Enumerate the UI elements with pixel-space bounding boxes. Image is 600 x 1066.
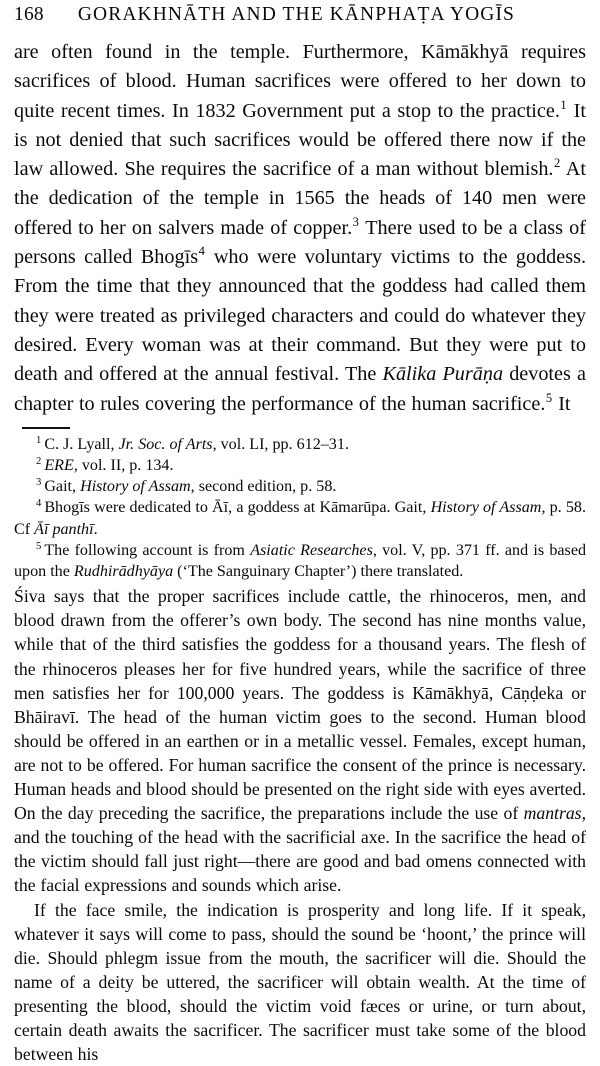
footnote-item: $^5$ The following account is from Asiatic Researches, vol. V, pp. 371 ff. and is based upon the Rudhirādhyāya (‘The Sanguinary Chapter’) there translated. xyxy=(14,540,586,582)
quoted-passage xyxy=(0,584,600,1066)
page-number: 168 xyxy=(14,4,44,26)
main-text-block xyxy=(0,38,600,419)
footnote-rule xyxy=(22,427,70,429)
running-head xyxy=(0,0,600,30)
footnote-separator xyxy=(0,427,600,429)
footnote-marker: 2 xyxy=(36,456,41,467)
footnote-item: $^2$ ERE, vol. II, p. 134. xyxy=(14,455,586,476)
footnote-marker: 3 xyxy=(36,477,41,488)
quoted-paragraph: If the face smile, the indication is prosperity and long life. If it speak, whatever it says will come to pass, should the sound be ‘hoont,’ the prince will die. Should phlegm issue from the mouth, the sacrificer will die. Should the name of a deity be uttered, the sacrificer will obtain wealth. At the time of presenting the blood, should the victim void fæces or urine, or turn about, certain death awaits the sacrificer. The sacrificer must take some of the blood between his xyxy=(14,898,586,1066)
footnote-item: $^4$ Bhogīs were dedicated to Āī, a goddess at Kāmarūpa. Gait, History of Assam, p. 58. Cf Āī panthī. xyxy=(14,497,586,539)
footnote-marker: 5 xyxy=(36,541,41,552)
footnote-item: $^1$ C. J. Lyall, Jr. Soc. of Arts, vol. LI, pp. 612–31. xyxy=(14,434,586,455)
body-paragraph: are often found in the temple. Furthermore, Kāmākhyā requires sacrifices of blood. Human sacrifices were offered to her down to quite recent times. In 1832 Government put a stop to the practice.$^1$ It is not denied that such sacrifices would be offered there now if the law allowed. She requires the sacrifice of a man without blemish.$^2$ At the dedication of the temple in 1565 the heads of 140 men were offered to her on salvers made of copper.$^3$ There used to be a class of persons called Bhogīs$^4$ who were voluntary victims to the goddess. From the time that they announced that the goddess had called them they were treated as privileged characters and could do whatever they desired. Every woman was at their command. But they were put to death and offered at the annual festival. The Kālika Purāṇa devotes a chapter to rules covering the performance of the human sacrifice.$^5$ It xyxy=(14,38,586,419)
footnote-list xyxy=(0,434,600,582)
footnote-marker: 1 xyxy=(36,435,41,446)
footnote-item: $^3$ Gait, History of Assam, second edition, p. 58. xyxy=(14,476,586,497)
footnote-marker: 4 xyxy=(36,498,41,509)
quoted-paragraph: Śiva says that the proper sacrifices include cattle, the rhinoceros, men, and blood drawn from the offerer’s own body. The second has nine months value, while that of the third satisfies the goddess for a thousand years. The flesh of the rhinoceros pleases her for five hundred years, while the sacrifice of three men satisfies her for 100,000 years. The goddess is Kāmākhyā, Cāṇḍeka or Bhāiravī. The head of the human victim goes to the second. Human blood should be offered in an earthen or in a metallic vessel. Females, except human, are not to be offered. For human sacrifice the consent of the prince is necessary. Human heads and blood should be presented on the right side with eyes averted. On the day preceding the sacrifice, the preparations include the use of mantras, and the touching of the head with the sacrificial axe. In the sacrifice the head of the victim should fall just right—there are good and bad omens connected with the facial expressions and sounds which arise. xyxy=(14,584,586,897)
running-head-title: GORAKHNĀTH AND THE KĀNPHAṬA YOGĪS xyxy=(72,4,586,26)
